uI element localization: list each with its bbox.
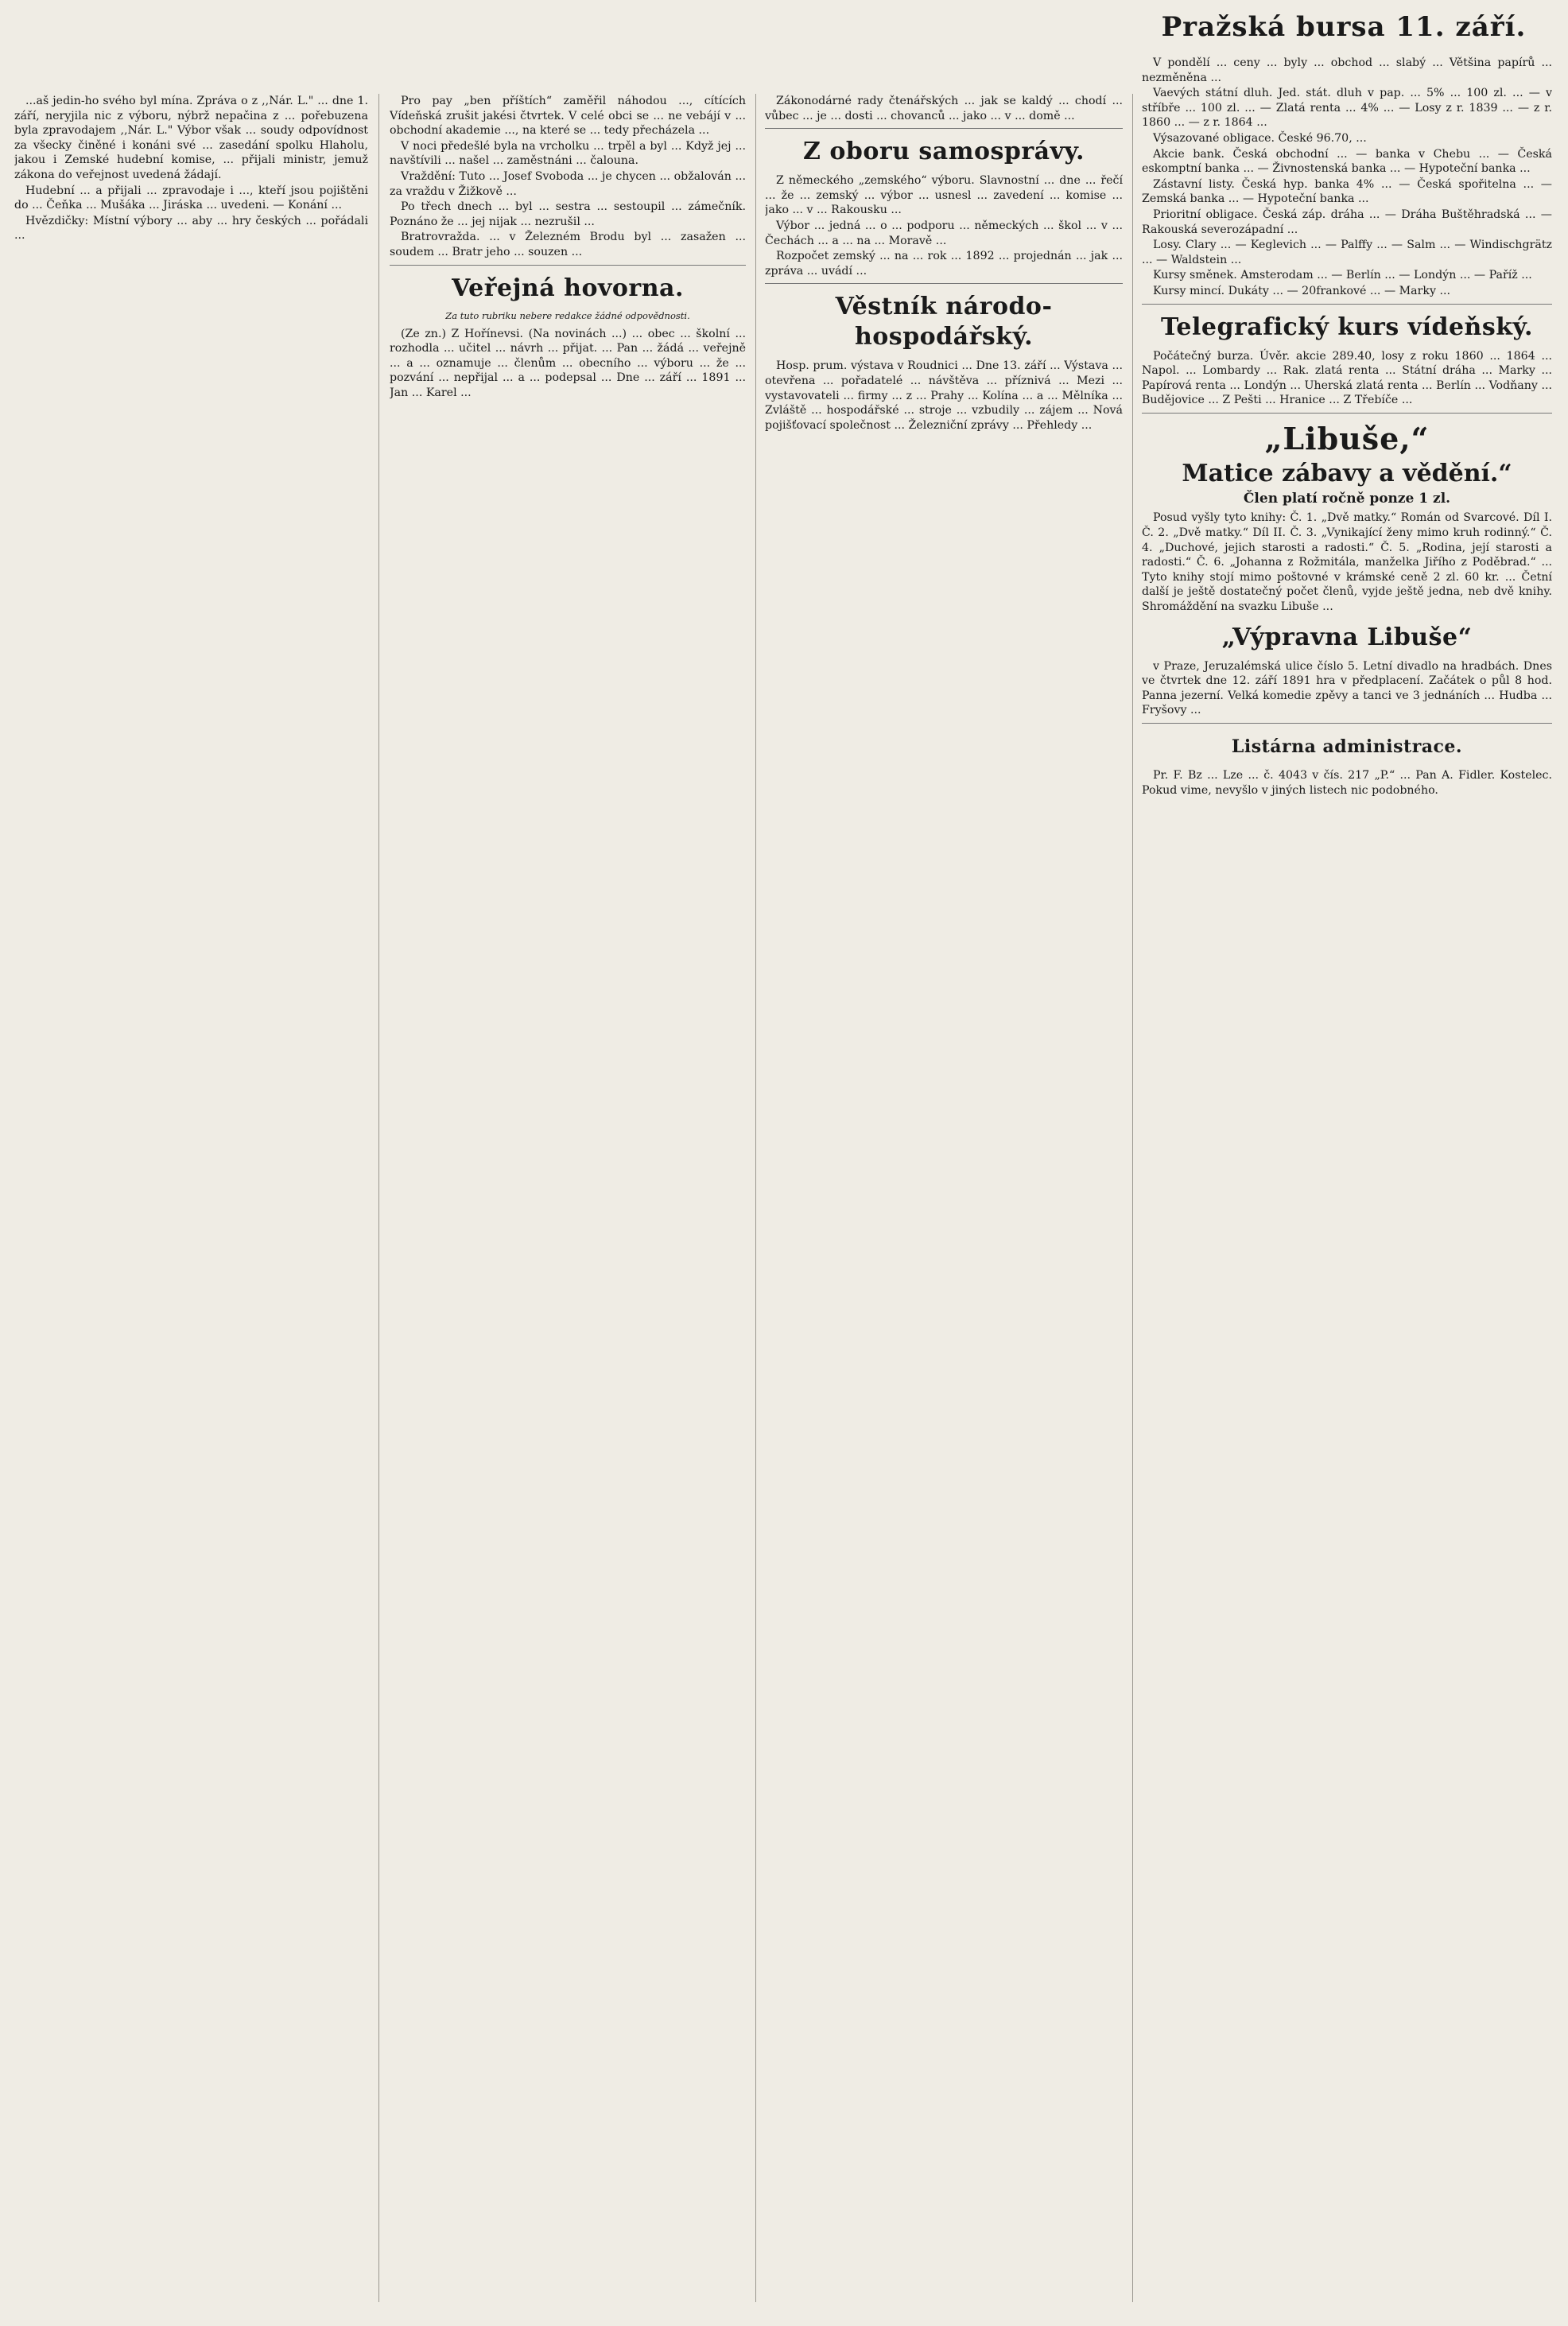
column-paragraph: Z německého „zemského“ výboru. Slavnostní ... dne ... řečí ... že ... zemský ... výbor ... usnesl ... zavedení ... komise ... jako ... v ... Rakousku ... xyxy=(765,174,1123,217)
column-paragraph: Hvězdičky: Místní výbory ... aby ... hry českých ... pořádali ... xyxy=(14,214,368,243)
column-paragraph: Rozpočet zemský ... na ... rok ... 1892 ... projednán ... jak ... zpráva ... uvádí ... xyxy=(765,250,1123,278)
column-paragraph: Kursy směnek. Amsterodam ... — Berlín ... — Londýn ... — Paříž ... xyxy=(1153,269,1532,282)
hovorna-body: (Ze zn.) Z Hořínevsi. (Na novinách ...) ... obec ... školní ... rozhodla ... učitel ... návrh ... přijat. ... Pan ... žádá ... veřejně ... a ... oznamuje ... členům ... obecního ... výboru ... že ... pozvání ... nepřijal ... a ... podepsal ... Dne ... září ... 1891 ... Jan ... Karel ... xyxy=(390,327,746,399)
column-rule xyxy=(1132,94,1133,2302)
column-rule xyxy=(755,94,756,2302)
libuse-body: Posud vyšly tyto knihy: Č. 1. „Dvě matky.“ Román od Svarcové. Díl I. Č. 2. „Dvě matky.“ Díl II. Č. 3. „Vynikající ženy mimo kruh rodinný.“ Č. 4. „Duchové, jejich starosti a radosti.“ Č. 5. „Rodina, její starosti a radosti.“ Č. 6. „Johanna z Rožmitála, manželka Jiřího z Poděbrad.“ ... Tyto knihy stojí mimo poštovné v krámské ceně 2 zl. 60 kr. ... Četní další je ještě dostatečný počet členů, vyjde ještě jedna, neb dvě knihy. Shromáždění na svazku Libuše ... xyxy=(1142,511,1552,614)
section-title-telegraf: Telegrafický kurs vídeňský. xyxy=(1161,313,1533,341)
column-paragraph: Výsazované obligace. České 96.70, ... xyxy=(1153,131,1367,145)
column-paragraph: Kursy mincí. Dukáty ... — 20frankové ... — Marky ... xyxy=(1153,284,1451,297)
column-rule xyxy=(378,94,379,2302)
libuse-title: „Libuše,“ xyxy=(1264,420,1430,456)
section-title-administrace: Listárna administrace. xyxy=(1231,736,1463,757)
column-3 xyxy=(765,94,1123,2302)
vestnik-body: Hosp. prum. výstava v Roudnici ... Dne 13. září ... Výstava ... otevřena ... pořadatelé ... návštěva ... příznivá ... Mezi ... vystavovateli ... firmy ... z ... Prahy ... Kolína ... a ... Mělníka ... Zvláště ... hospodářské ... stroje ... vzbudily ... zájem ... Nová pojišťovací společnost ... Železniční zprávy ... Přehledy ... xyxy=(765,359,1123,432)
column-paragraph: Prioritní obligace. Česká záp. dráha ... — Dráha Buštěhradská ... — Rakouská severozápadní ... xyxy=(1142,208,1552,236)
section-title-hovorna: Veřejná hovorna. xyxy=(452,274,684,302)
section-divider xyxy=(390,265,746,266)
section-divider xyxy=(1142,304,1552,305)
telegraf-body: Počátečný burza. Úvěr. akcie 289.40, losy z roku 1860 ... 1864 ... Napol. ... Lombardy ... Rak. zlatá renta ... Státní dráha ... Marky ... Papírová renta ... Londýn ... Uherská zlatá renta ... Berlín ... Vodňany ... Budějovice ... Z Pešti ... Hranice ... Z Třebíče ... xyxy=(1142,349,1552,407)
section-divider xyxy=(1142,413,1552,414)
column-paragraph: Výbor ... jedná ... o ... podporu ... německých ... škol ... v ... Čechách ... a ... na ... Moravě ... xyxy=(765,219,1123,247)
column-2 xyxy=(390,94,746,2302)
column-paragraph: Po třech dnech ... byl ... sestra ... sestoupil ... zámečník. Poznáno že ... jej nijak ... nezrušil ... xyxy=(390,200,746,228)
column-paragraph: Akcie bank. Česká obchodní ... — banka v Chebu ... — Česká eskomptní banka ... — Živnostenská banka ... — Hypoteční banka ... xyxy=(1142,147,1552,176)
column-paragraph: Vraždění: Tuto ... Josef Svoboda ... je chycen ... obžalován ... za vraždu v Žižkově ... xyxy=(390,169,746,198)
section-title-vestnik: Věstník národo-hospodářský. xyxy=(835,293,1053,351)
libuse-subtitle: Matice zábavy a vědění.“ xyxy=(1182,459,1512,487)
libuse-membership: Člen platí ročně ponze 1 zl. xyxy=(1243,490,1451,507)
column-4 xyxy=(1142,56,1552,2302)
column-paragraph: ...aš jedin-ho svého byl mína. Zpráva o z ,,Nár. L." ... dne 1. září, neryjila nic z výboru, nýbrž nepačina z ... pořebuzena byla zpravodajem ,,Nár. L." Výbor však ... soudy odpovídnost za všecky činěné i konáni své ... zasedání spolku Hlaholu, jakou i Zemské hudební komise, ... přijali ministr, jemuž zákona do veřejnost uvedená žádají. xyxy=(14,95,368,181)
section-divider xyxy=(1142,723,1552,724)
column-paragraph: V noci předešlé byla na vrcholku ... trpěl a byl ... Když jej ... navštívili ... našel ... zaměstnáni ... čalouna. xyxy=(390,139,746,168)
column-paragraph: Losy. Clary ... — Keglevich ... — Palffy ... — Salm ... — Windischgrätz ... — Waldstein ... xyxy=(1142,239,1552,266)
section-divider xyxy=(765,128,1123,129)
vypravna-body: v Praze, Jeruzalémská ulice číslo 5. Letní divadlo na hradbách. Dnes ve čtvrtek dne 12. září 1891 hra v předplacení. Začátek o půl 8 hod. Panna jezerní. Velká komedie zpěvy a tanci ve 3 jednáních ... Hudba ... Fryšovy ... xyxy=(1142,659,1552,717)
column-paragraph: Hudební ... a přijali ... zpravodaje i ..., kteří jsou pojištěni do ... Čeňka ... Mušáka ... Jiráska ... uvedeni. — Konání ... xyxy=(14,184,368,212)
column-paragraph: Pro pay „ben příštích“ zaměřil náhodou ..., cítících Vídeňská zrušit jakési čtvrtek. V celé obci se ... ne vebájí v ... obchodní akademie ..., na které se ... tedy přecházela ... xyxy=(390,95,746,138)
section-divider xyxy=(765,283,1123,284)
section-title-samospravy: Z oboru samosprávy. xyxy=(803,138,1085,166)
section-note-hovorna: Za tuto rubriku nebere redakce žádné odpovědnosti. xyxy=(445,309,690,321)
column-paragraph: Vaevých státní dluh. Jed. stát. dluh v pap. ... 5% ... 100 zl. ... — v stříbře ... 100 zl. ... — Zlatá renta ... 4% ... — Losy z r. 1839 ... — z r. 1860 ... — z r. 1864 ... xyxy=(1142,87,1552,130)
column-paragraph: Zákonodárné rady čtenářských ... jak se kaldý ... chodí ... vůbec ... je ... dosti ... chovanců ... jako ... v ... domě ... xyxy=(765,95,1123,122)
admin-body: Pr. F. Bz ... Lze ... č. 4043 v čís. 217 „P.“ ... Pan A. Fidler. Kostelec. Pokud vime, nevyšlo v jiných listech nic podobného. xyxy=(1142,769,1552,797)
column-paragraph: Bratrovražda. ... v Železném Brodu byl ... zasažen ... soudem ... Bratr jeho ... souzen ... xyxy=(390,231,746,258)
section-title-vypravna: „Výpravna Libuše“ xyxy=(1221,623,1473,651)
column-paragraph: Zástavní listy. Česká hyp. banka 4% ... — Česká spořitelna ... — Zemská banka ... — Hypoteční banka ... xyxy=(1142,177,1552,206)
exchange-masthead: Pražská bursa 11. září. xyxy=(1161,11,1527,43)
column-paragraph: V pondělí ... ceny ... byly ... obchod ... slabý ... Většina papírů ... nezměněna ... xyxy=(1142,56,1552,84)
column-1 xyxy=(14,94,368,2302)
